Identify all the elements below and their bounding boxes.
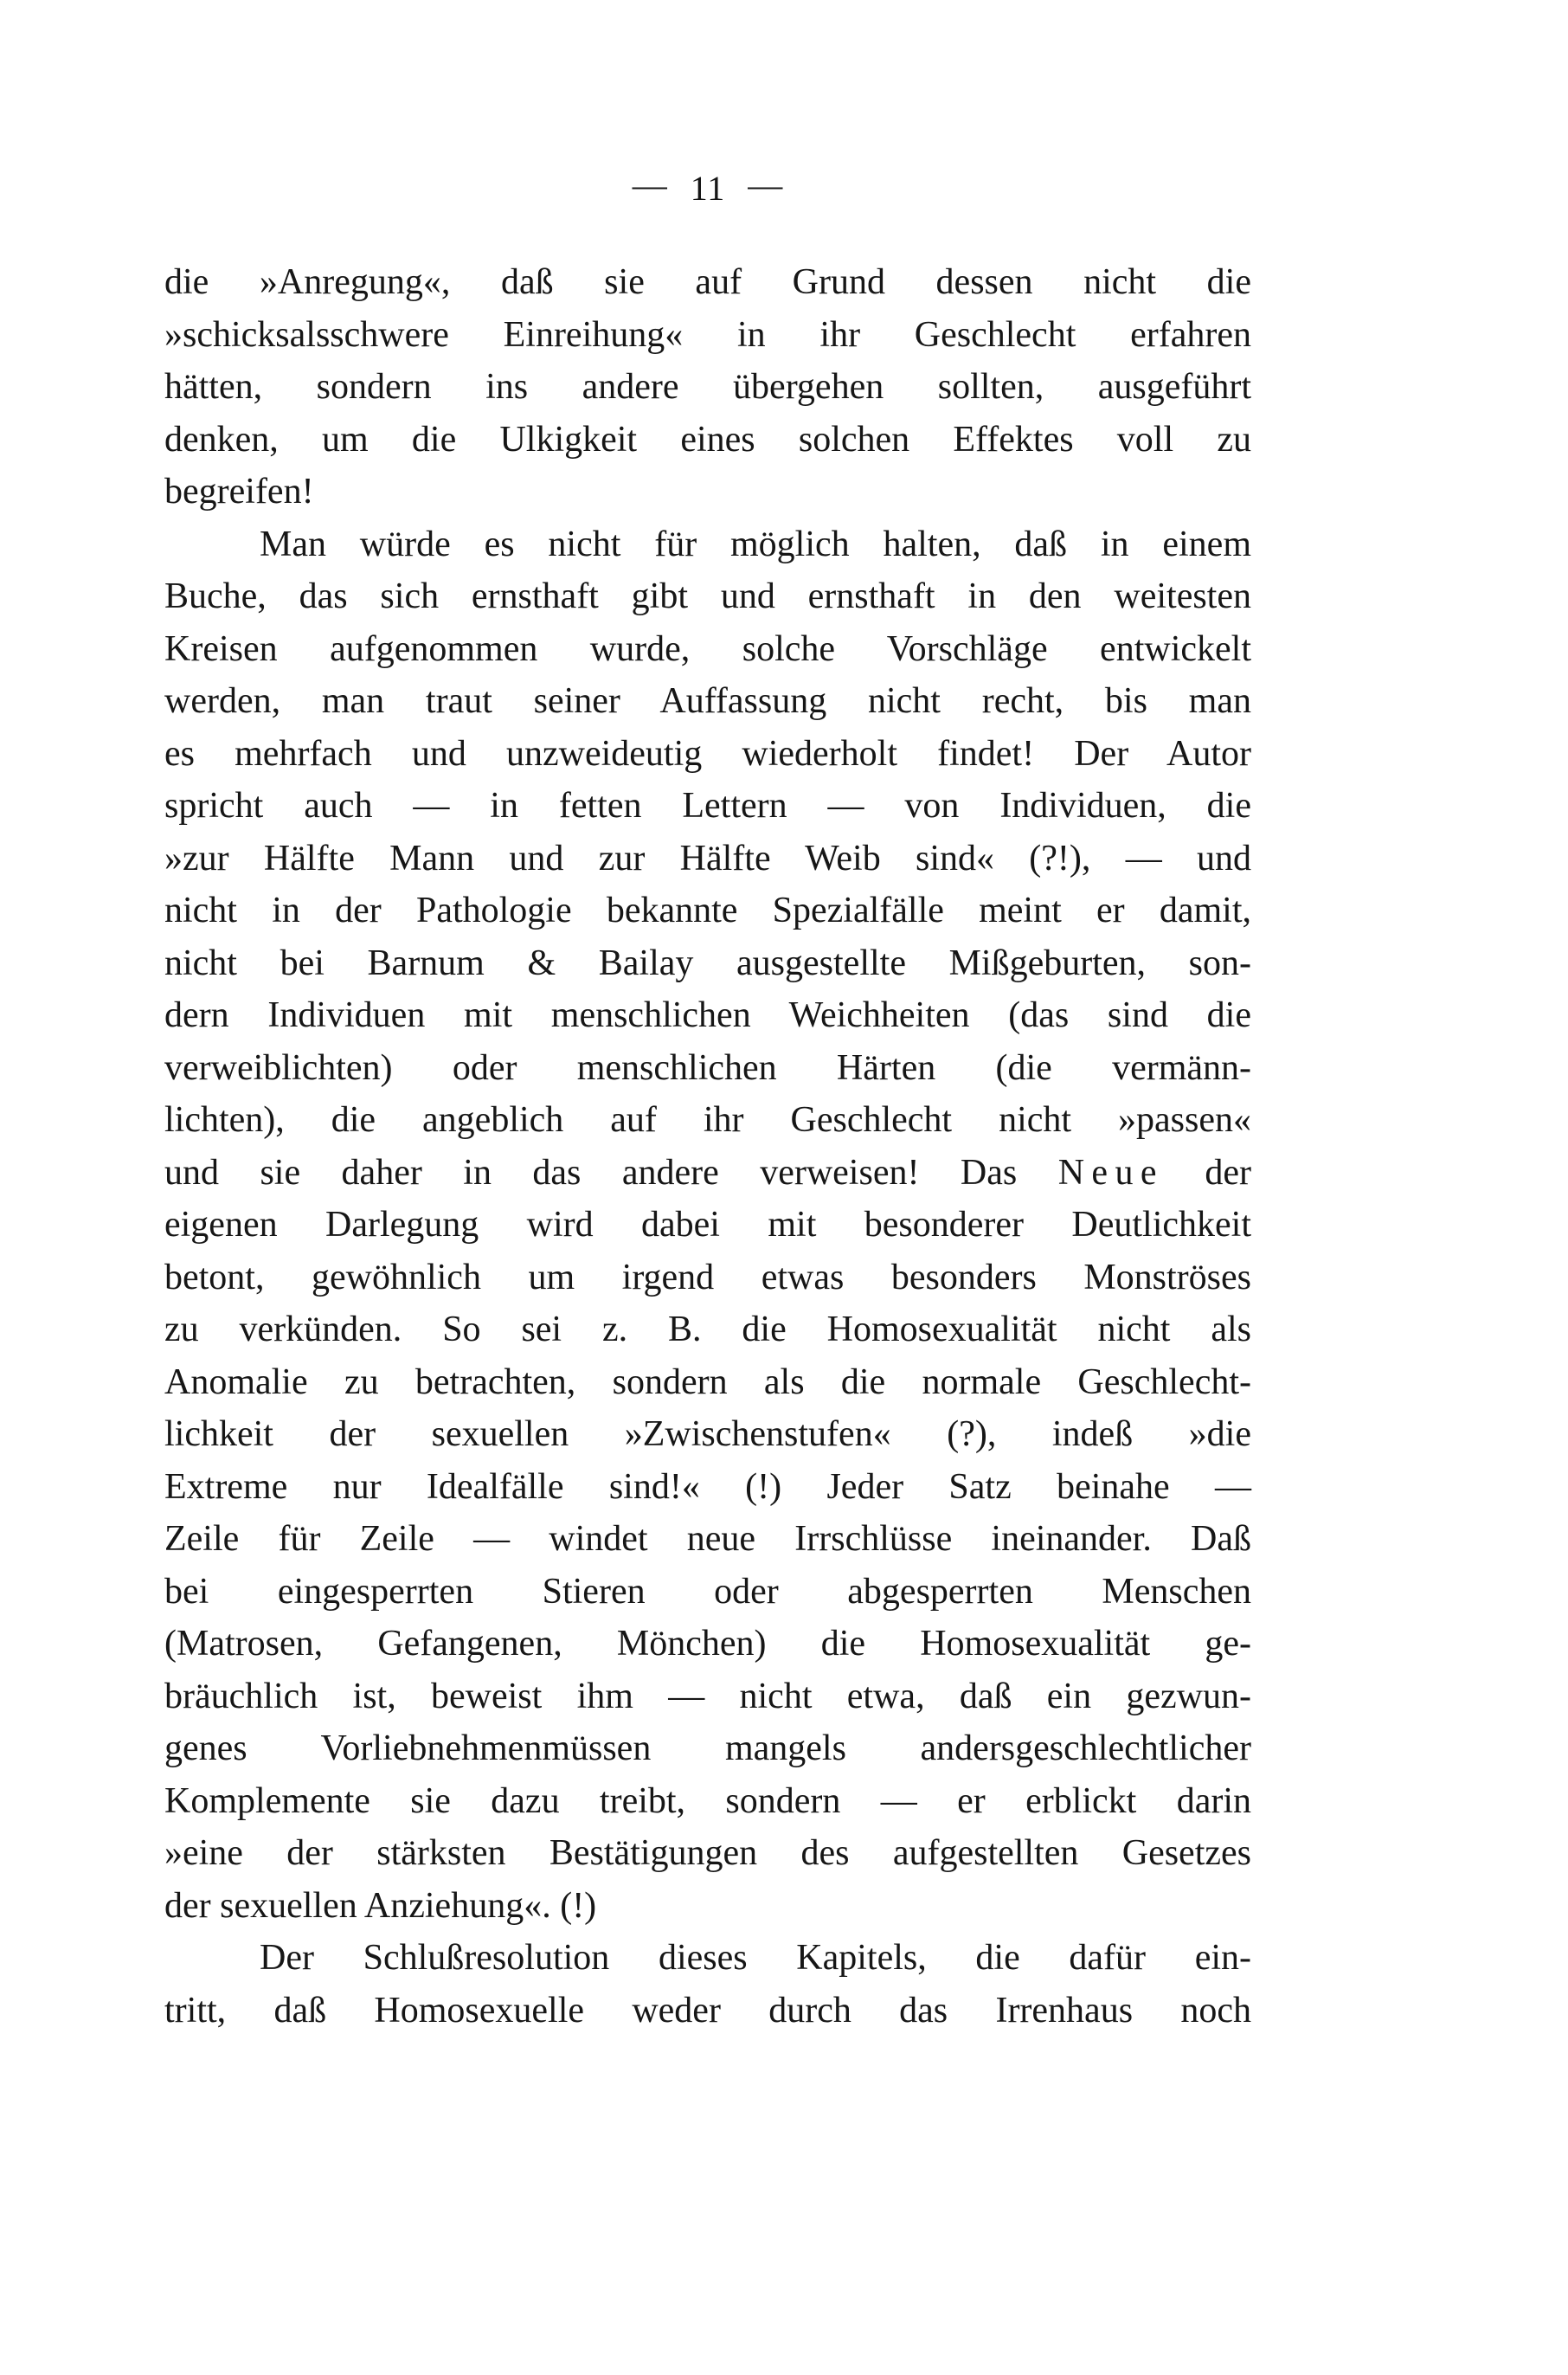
text-line: zu verkünden. So sei z. B. die Homosexualität nicht als <box>164 1310 1251 1349</box>
text-line: Komplemente sie dazu treibt, sondern — er erblickt darin <box>164 1780 1251 1821</box>
text-segment: und sie daher in das andere verweisen! Das <box>164 1152 1058 1193</box>
text-line: denken, um die Ulkigkeit eines solchen Effektes voll zu <box>164 419 1251 460</box>
text-line: lichten), die angeblich auf ihr Geschlecht nicht »passen« <box>164 1100 1251 1140</box>
text-line: nicht in der Pathologie bekannte Spezialfälle meint er damit, <box>164 891 1251 930</box>
text-line-paragraph-end: begreifen! <box>164 472 314 512</box>
text-line: werden, man traut seiner Auffassung nicht recht, bis man <box>164 681 1251 721</box>
text-line: hätten, sondern ins andere übergehen sollten, ausgeführt <box>164 367 1251 407</box>
page-header <box>164 165 1251 208</box>
text-line: tritt, daß Homosexuelle weder durch das Irrenhaus noch <box>164 1990 1251 2031</box>
text-line: betont, gewöhnlich um irgend etwas besonders Monströses <box>164 1257 1251 1297</box>
text-line: Anomalie zu betrachten, sondern als die normale Geschlecht- <box>164 1361 1251 1402</box>
text-line: dern Individuen mit menschlichen Weichheiten (das sind die <box>164 995 1251 1035</box>
text-line: eigenen Darlegung wird dabei mit besonderer Deutlichkeit <box>164 1205 1251 1245</box>
letterspaced-word: Neue <box>1057 1152 1164 1193</box>
text-line-paragraph-end: der sexuellen Anziehung«. (!) <box>164 1885 597 1926</box>
text-line: Extreme nur Idealfälle sind!« (!) Jeder Satz beinahe — <box>164 1466 1251 1507</box>
text-line: bräuchlich ist, beweist ihm — nicht etwa, daß ein gezwun- <box>164 1676 1251 1716</box>
text-line: (Matrosen, Gefangenen, Mönchen) die Homosexualität ge- <box>164 1624 1251 1664</box>
text-line: Zeile für Zeile — windet neue Irrschlüsse ineinander. Daß <box>164 1519 1251 1559</box>
page-number: 11 <box>690 169 726 208</box>
text-line: Kreisen aufgenommen wurde, solche Vorschläge entwickelt <box>164 628 1251 669</box>
text-line: lichkeit der sexuellen »Zwischenstufen« (?), indeß »die <box>164 1414 1251 1454</box>
text-line-paragraph-start: Man würde es nicht für möglich halten, daß in einem <box>260 524 1251 564</box>
text-line: es mehrfach und unzweideutig wiederholt findet! Der Autor <box>164 733 1251 774</box>
text-line: bei eingesperrten Stieren oder abgesperrten Menschen <box>164 1571 1251 1612</box>
text-line: genes Vorliebnehmenmüssen mangels andersgeschlechtlicher <box>164 1728 1251 1768</box>
header-dash-left: — <box>632 165 668 204</box>
text-line: nicht bei Barnum & Bailay ausgestellte Mißgeburten, son- <box>164 943 1251 983</box>
text-line: spricht auch — in fetten Lettern — von Individuen, die <box>164 786 1251 826</box>
text-line: »schicksalsschwere Einreihung« in ihr Geschlecht erfahren <box>164 314 1251 355</box>
text-line: »eine der stärksten Bestätigungen des aufgestellten Gesetzes <box>164 1833 1251 1873</box>
text-segment: der <box>1163 1152 1251 1193</box>
text-line: verweiblichten) oder menschlichen Härten (die vermänn- <box>164 1047 1251 1088</box>
text-line: die »Anregung«, daß sie auf Grund dessen nicht die <box>164 262 1251 302</box>
text-line: »zur Hälfte Mann und zur Hälfte Weib sind« (?!), — und <box>164 838 1251 879</box>
body-text <box>164 256 1251 2037</box>
header-dash-right: — <box>748 165 784 204</box>
text-line: Buche, das sich ernsthaft gibt und ernsthaft in den weitesten <box>164 576 1251 616</box>
text-line-paragraph-start: Der Schlußresolution dieses Kapitels, die dafür ein- <box>260 1938 1251 1978</box>
text-line-with-emphasis <box>164 1147 1251 1200</box>
